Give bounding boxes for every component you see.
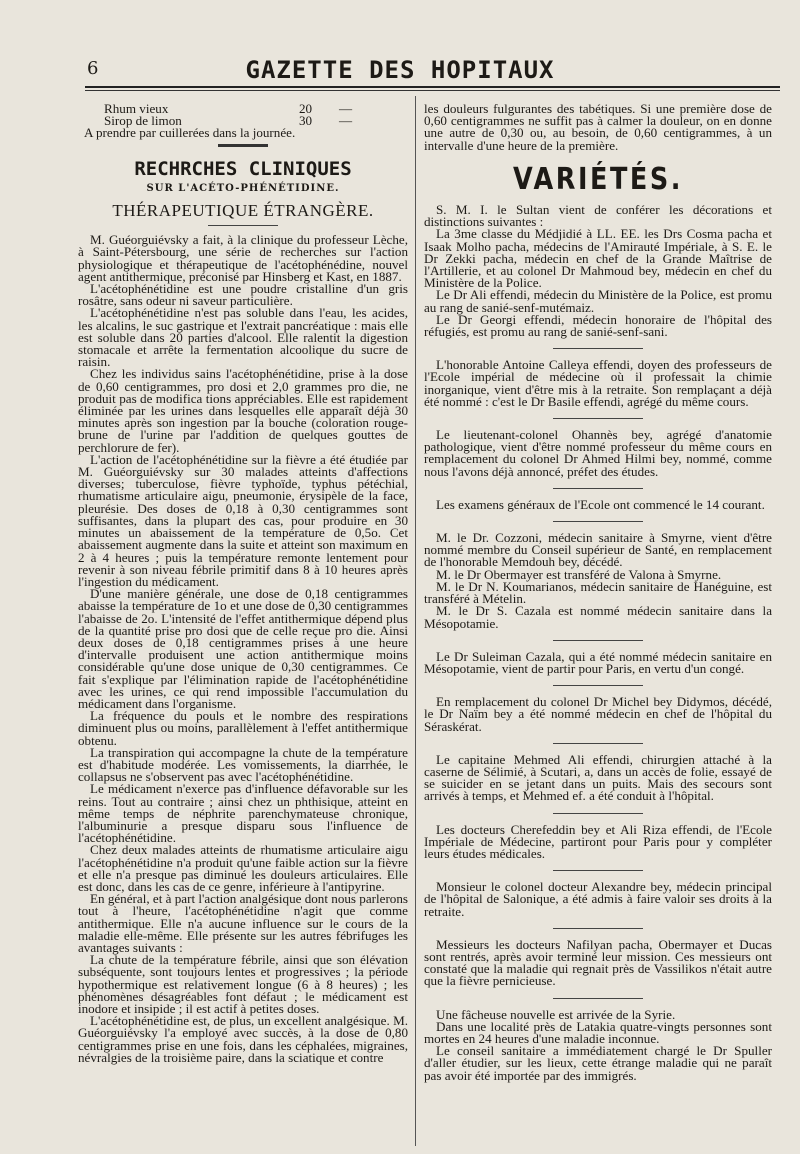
news-paragraph: Le Dr Georgi effendi, médecin honoraire de l'hôpital des réfugiés, est promu au rang de sanié-senf-sani. (424, 311, 772, 340)
news-item (424, 429, 772, 478)
news-paragraph: M. le Dr S. Cazala est nommé médecin sanitaire dans la Mésopotamie. (424, 603, 772, 631)
news-paragraph: Dans une localité près de Latakia quatre-vingts personnes sont mortes en 24 heures d'une maladie inconnue. (424, 1018, 772, 1046)
paragraph: D'une manière générale, une dose de 0,18 centigrammes abaisse la température de 1o et une dose de 0,30 centigrammes l'abaisse de 2o. L'intensité de l'effet antithermique dépend plus de la quantité prise pro dosi que de celle reçue pro die. Ainsi deux doses de 0,18 centigrammes prises à une heure d'intervalle produisent une action antithermique moins considérable qu'une dose unique de 0,30 centigrammes. Ce fait s'explique par l'élimination rapide de l'acétophénétidine avec les urines, ce qui rend impossible l'accumulation du médicament dans l'organisme. (78, 586, 408, 711)
paragraph: Chez les individus sains l'acétophénétidine, prise à la dose de 0,60 centigrammes, pro dosi et 2,0 grammes pro die, ne produit pas de modifica tions appréciables. Elle est rapidement éliminée par les urines dans lesquelles elle apparaît déjà 30 minutes après son ingestion par la bouche (coloration rouge-brune de l'urine par l'addition de quelques gouttes de perchlorure de fer). (78, 366, 408, 455)
separator (553, 998, 643, 999)
news-paragraph: Le capitaine Mehmed Ali effendi, chirurgien attaché à la caserne de Sélimié, à Scutari, a, dans un accès de folie, essayé de se suicider en se jetant dans un puits. Mais des secours sont arrivés à temps, et Mehmed ef. a été conduit à l'hôpital. (424, 751, 772, 804)
page-number: 6 (87, 58, 99, 79)
news-paragraph: Les docteurs Cherefeddin bey et Ali Riza effendi, de l'Ecole Impériale de Médecine, partiront pour Paris pour y compléter leurs études médicales. (424, 821, 772, 861)
column-divider (415, 96, 416, 1146)
article-body (78, 234, 408, 1064)
masthead-rule-thin (85, 90, 780, 91)
masthead-title: GAZETTE DES HOPITAUX (245, 56, 555, 84)
news-item (424, 1006, 772, 1083)
paragraph: L'acétophénétidine n'est pas soluble dans l'eau, les acides, les alcalins, le suc gastrique et l'extrait pancréatique : mais elle est soluble dans 20 parties d'alcool. Elle ralentit la digestion stomacale et arrête la fermentation alcoolique du sucre de raisin. (78, 305, 408, 370)
paragraph: Le médicament n'exerce pas d'influence défavorable sur les reins. Tout au contraire ; ainsi chez un phthisique, atteint en même temps de néphrite parenchymateuse chronique, l'albuminurie a presque disparu sous l'influence de l'acétophénétidine. (78, 781, 408, 846)
recipe-dash: — (339, 101, 353, 116)
section-title: VARIÉTÉS. (512, 161, 684, 197)
separator (553, 743, 643, 744)
news-paragraph: Le Dr Suleiman Cazala, qui a été nommé médecin sanitaire en Mésopotamie, vient de partir pour Paris, en vertu d'un congé. (424, 648, 772, 676)
paragraph: L'acétophénétidine est, de plus, un excellent analgésique. M. Guéorguiévsky l'a employé avec succès, à la dose de 0,80 centigrammes prise en une fois, dans les céphalées, migraines, névralgies de la troisième paire, dans la sciatique et contre (78, 1013, 408, 1065)
news-paragraph: Les examens généraux de l'Ecole ont commencé le 14 courant. (436, 496, 765, 512)
news-paragraph: S. M. I. le Sultan vient de conférer les décorations et distinctions suivantes : (424, 202, 772, 230)
recipe-note: A prendre par cuillerées dans la journée. (84, 125, 296, 141)
recipe-qty: 30 (299, 113, 313, 129)
news-item (424, 751, 772, 804)
paragraph: L'action de l'acétophénétidine sur la fièvre a été étudiée par M. Guéorguiévsky sur 30 malades atteints d'affections diverses; tuberculose, fièvre typhoïde, typhus pétéchial, rhumatisme articulaire aigu, pneumonie, érysipèle de la face, pleurésie. Des doses de 0,18 à 0,30 centigrammes sont suffisantes, dans la plupart des cas, pour produire en 30 minutes un abaissement de la température de 0,5o. Cet abaissement augmente dans la suite et atteint son maximum en 2 à 4 heures ; puis la température remonte lentement pour revenir à son niveau fébrile primitif dans 8 à 10 heures après l'ingestion du médicament. (78, 451, 408, 589)
news-item (424, 359, 772, 408)
subsection-title: THÉRAPEUTIQUE ÉTRANGÈRE. (112, 201, 374, 221)
recipe-name: Sirop de limon (104, 113, 182, 129)
news-paragraph: Le Dr Ali effendi, médecin du Ministère de la Police, est promu au rang de sanié-senf-mutémaiz. (424, 287, 772, 315)
paragraph: En général, et à part l'action analgésique dont nous parlerons tout à l'heure, l'acétophénétidine n'agit que comme antithermique. Elle n'a aucune influence sur le cours de la maladie elle-même. Elle présente sur les autres fébrifuges les avantages suivants : (78, 891, 408, 955)
news-item (424, 881, 772, 918)
news-item (424, 204, 772, 338)
paragraph: L'acétophénétidine est une poudre cristalline d'un gris rosâtre, sans odeur ni saveur particulière. (78, 281, 408, 309)
recipe-dash: — (339, 113, 353, 129)
news-paragraph: Monsieur le colonel docteur Alexandre bey, médecin principal de l'hôpital de Salonique, a été admis à faire valoir ses droits à la retraite. (424, 879, 772, 919)
news-item (424, 936, 772, 989)
section-subtitle: SUR L'ACÉTO-PHÉNÉTIDINE. (146, 182, 340, 194)
separator (218, 144, 268, 147)
news-items (424, 204, 772, 1082)
right-column (424, 103, 772, 1092)
separator (553, 928, 643, 929)
separator (553, 521, 643, 522)
separator (553, 418, 643, 419)
recipe-name: Rhum vieux (104, 101, 169, 116)
news-item (424, 532, 772, 630)
paragraph: La transpiration qui accompagne la chute de la température est d'habitude modérée. Les vomissements, la diarrhée, le collapsus ne s'observent pas avec l'acétophénétidine. (78, 744, 408, 785)
news-paragraph: M. le Dr N. Koumarianos, médecin sanitaire de Hanéguine, est transféré à Mételin. (424, 578, 772, 607)
section-title: RECHRCHES CLINIQUES (134, 157, 352, 180)
separator (553, 348, 643, 349)
paragraph: La fréquence du pouls et le nombre des respirations diminuent plus ou moins, parallèlement à l'effet antithermique obtenu. (78, 708, 408, 748)
paragraph: Chez deux malades atteints de rhumatisme articulaire aigu l'acétophénétidine n'a produit qu'une faible action sur la fièvre et elle n'a presque pas diminué les douleurs articulaires. Elle est donc, dans les cas de ce genre, inférieure à l'antipyrine. (78, 842, 408, 894)
news-item (424, 496, 772, 512)
continuation-text: les douleurs fulgurantes des tabétiques. Si une première dose de 0,60 centigrammes ne suffit pas à calmer la douleur, on en donne une autre de 0,30 ou, au besoin, de 0,60 centigrammes, à un intervalle d'une heure de la première. (424, 101, 772, 153)
news-paragraph: M. le Dr Obermayer est transféré de Valona à Smyrne. (436, 566, 722, 582)
left-column (78, 103, 408, 1064)
separator (553, 640, 643, 641)
news-paragraph: En remplacement du colonel Dr Michel bey Didymos, décédé, le Dr Naïm bey a été nommé médecin en chef de l'hôpital du Séraskérat. (424, 694, 772, 734)
news-paragraph: Une fâcheuse nouvelle est arrivée de la Syrie. (436, 1006, 676, 1022)
recipe-qty: 20 (299, 101, 313, 116)
separator (553, 813, 643, 814)
separator (208, 225, 278, 226)
separator (553, 685, 643, 686)
news-paragraph: La 3me classe du Médjidié à LL. EE. les Drs Cosma pacha et Isaak Molho pacha, médecins de l'Amirauté Impériale, à S. E. le Dr Zekki pacha, médecin en chef de la Grande Maîtrise de l'Artillerie, et au colonel Dr Mahmoud bey, médecin en chef du Ministère de la Police. (424, 226, 772, 291)
masthead-rule (85, 86, 780, 88)
news-item (424, 696, 772, 733)
paragraph: M. Guéorguiévsky a fait, à la clinique du professeur Lèche, à Saint-Pétersbourg, une série de recherches sur l'action physiologique et thérapeutique de l'acétophénédine, nouvel agent antithermique, préconisé par Hinsberg et Kast, en 1887. (78, 232, 408, 284)
news-paragraph: Le lieutenant-colonel Ohannès bey, agrégé d'anatomie pathologique, vient d'être nommé professeur du même cours en remplacement du colonel Dr Ahmed Hilmi bey, nommé, comme nous l'avons déjà annoncé, préfet des études. (424, 427, 772, 479)
paragraph: La chute de la température fébrile, ainsi que son élévation subséquente, sont toujours lentes et progressives ; la période hypothermique est relativement longue (6 à 8 heures) ; les phénomènes désagréables font défaut ; le médicament est inodore et insipide ; il est actif à petites doses. (78, 952, 408, 1017)
news-paragraph: L'honorable Antoine Calleya effendi, doyen des professeurs de l'Ecole impérial de médecine où il professait la chimie inorganique, vient d'être mis à la retraite. Son remplaçant a déjà été nommé : c'est le Dr Basile effendi, agrégé du même cours. (424, 357, 772, 409)
news-item (424, 648, 772, 676)
news-item (424, 821, 772, 861)
news-paragraph: Messieurs les docteurs Nafilyan pacha, Obermayer et Ducas sont rentrés, après avoir terminé leur mission. Ces messieurs ont constaté que la maladie qui regnait près de Vassilikos n'était autre que la fièvre pernicieuse. (424, 936, 772, 989)
news-paragraph: Le conseil sanitaire a immédiatement chargé le Dr Spuller d'aller étudier, sur les lieux, cette étrange maladie qui ne paraît pas avoir été importée par des immigrés. (424, 1043, 772, 1083)
separator (553, 488, 643, 489)
separator (553, 870, 643, 871)
news-paragraph: M. le Dr. Cozzoni, médecin sanitaire à Smyrne, vient d'être nommé membre du Conseil supérieur de Santé, en remplacement de l'honorable Memdouh bey, décédé. (424, 530, 772, 570)
